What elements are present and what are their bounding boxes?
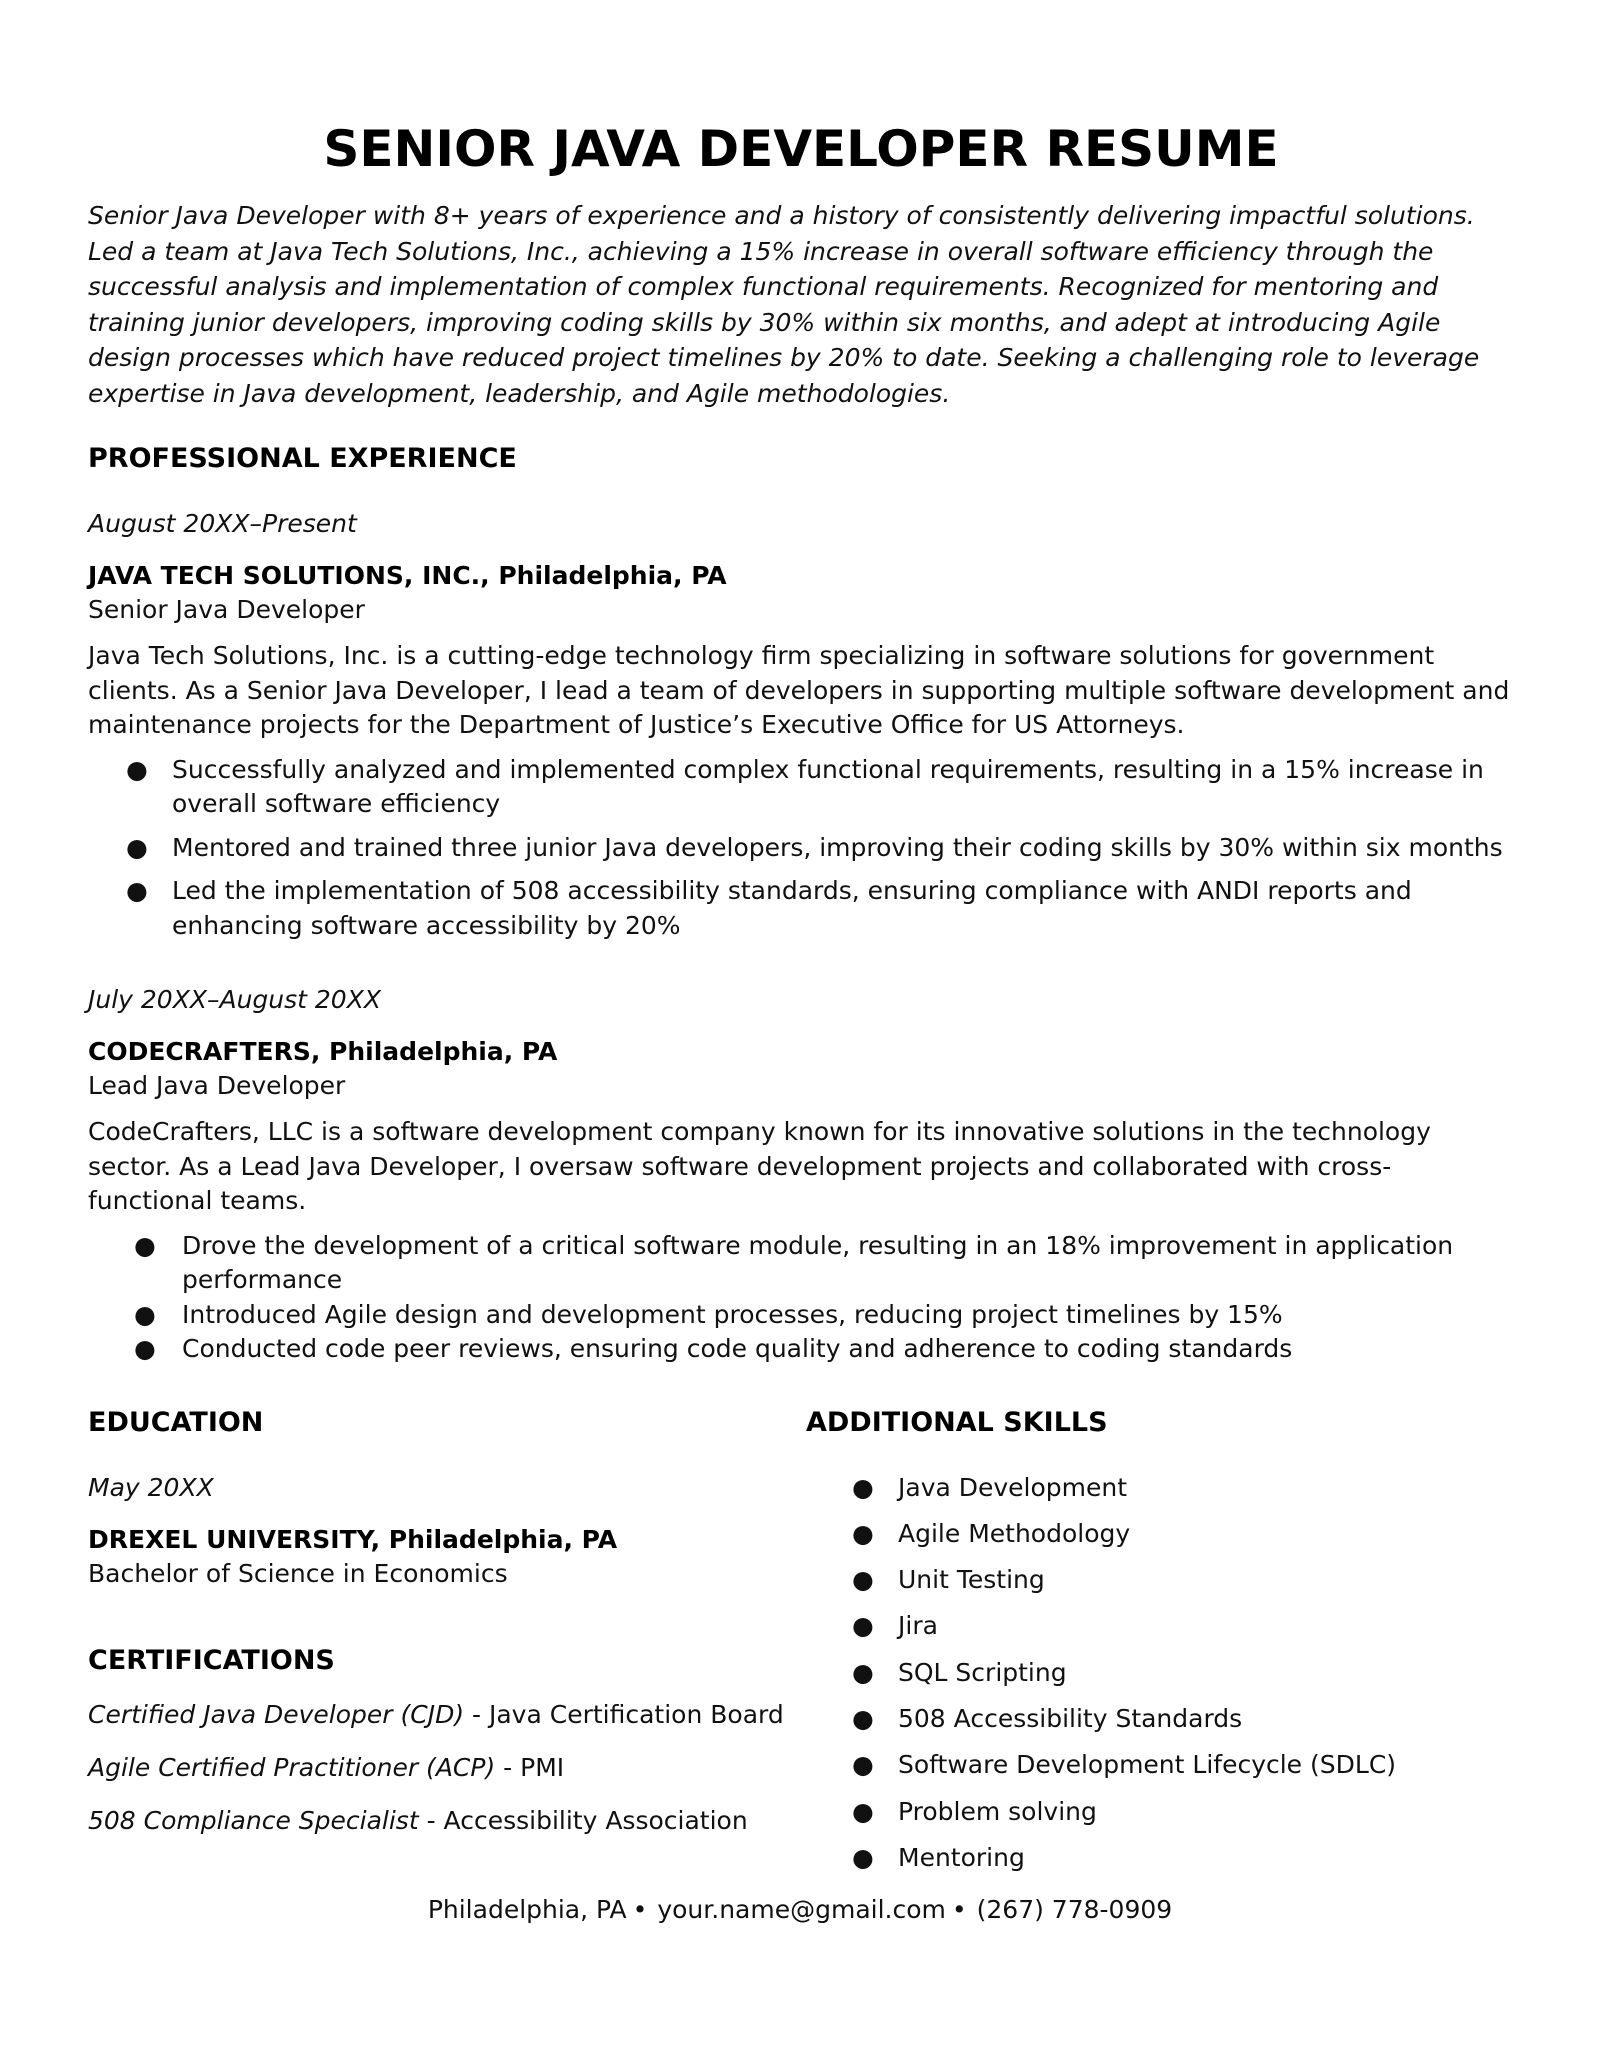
job-entry	[88, 983, 1514, 1367]
bullet-icon: ●	[852, 1703, 874, 1733]
bullet-icon: ●	[852, 1750, 874, 1780]
skill-text: Problem solving	[898, 1796, 1097, 1826]
job-role: Lead Java Developer	[88, 1071, 346, 1100]
contact-phone: (267) 778-0909	[976, 1895, 1173, 1924]
resume-title: SENIOR JAVA DEVELOPER RESUME	[323, 120, 1279, 178]
bullet-icon: ●	[852, 1842, 874, 1872]
job-bullet	[88, 1229, 1514, 1298]
education-date: May 20XX	[88, 1472, 214, 1502]
bullet-icon: ●	[134, 1334, 156, 1363]
bullet-icon: ●	[126, 832, 148, 862]
skill-text: Mentoring	[898, 1842, 1025, 1872]
education-school: DREXEL UNIVERSITY, Philadelphia, PA	[88, 1524, 618, 1554]
job-dates: August 20XX–Present	[88, 509, 357, 538]
experience-heading: PROFESSIONAL EXPERIENCE	[88, 443, 517, 474]
job-bullet	[88, 753, 1514, 822]
contact-email[interactable]: your.name@gmail.com	[657, 1895, 946, 1924]
separator-icon: •	[951, 1895, 967, 1924]
job-entry	[88, 507, 1514, 943]
job-bullet	[88, 874, 1514, 943]
skill-text: SQL Scripting	[898, 1657, 1067, 1687]
skills-list	[806, 1471, 1514, 1875]
separator-icon: •	[632, 1895, 648, 1924]
certification-name: 508 Compliance Specialist	[88, 1805, 419, 1835]
two-column-section	[88, 1405, 1514, 1888]
summary-paragraph: Senior Java Developer with 8+ years of experience and a history of consistently delivering impactful solutions. Led a team at Java Tech Solutions, Inc., achieving a 15% increase in overall software efficiency through the successful analysis and implementation of complex functional requirements. Recognized for mentoring and training junior developers, improving coding skills by 30% within six months, and adept at introducing Agile design processes which have reduced project timelines by 20% to date. Seeking a challenging role to leverage expertise in Java development, leadership, and Agile methodologies.	[88, 201, 1480, 408]
job-bullet-text: Conducted code peer reviews, ensuring code quality and adherence to coding standards	[182, 1334, 1293, 1363]
job-bullet	[88, 831, 1514, 866]
job-bullet-text: Mentored and trained three junior Java developers, improving their coding skills by 30% within six months	[172, 832, 1503, 862]
job-employer: JAVA TECH SOLUTIONS, INC., Philadelphia, PA	[88, 561, 727, 590]
job-bullet-text: Led the implementation of 508 accessibility standards, ensuring compliance with ANDI reports and enhancing software accessibility by 20%	[172, 876, 1412, 940]
job-bullet-list	[88, 753, 1514, 944]
bullet-icon: ●	[852, 1565, 874, 1595]
bullet-icon: ●	[852, 1796, 874, 1826]
bullet-icon: ●	[126, 876, 148, 905]
job-bullet	[88, 1298, 1514, 1333]
contact-footer	[0, 1893, 1600, 1927]
education-degree: Bachelor of Science in Economics	[88, 1558, 508, 1588]
bullet-icon: ●	[852, 1657, 874, 1687]
job-bullet-text: Drove the development of a critical software module, resulting in an 18% improvement in application performance	[182, 1230, 1454, 1294]
skill-item	[806, 1656, 1514, 1690]
job-dates: July 20XX–August 20XX	[88, 985, 381, 1014]
bullet-icon: ●	[134, 1299, 156, 1329]
skill-item	[806, 1563, 1514, 1597]
skill-text: Unit Testing	[898, 1565, 1045, 1595]
skill-item	[806, 1795, 1514, 1829]
bullet-icon: ●	[852, 1472, 874, 1502]
certification-name: Agile Certified Practitioner (ACP)	[88, 1752, 496, 1782]
certification-issuer: - Java Certification Board	[464, 1699, 784, 1729]
certifications-heading: CERTIFICATIONS	[88, 1644, 335, 1676]
skill-text: Software Development Lifecycle (SDLC)	[898, 1750, 1397, 1780]
job-bullet	[88, 1332, 1514, 1367]
job-employer: CODECRAFTERS, Philadelphia, PA	[88, 1037, 558, 1066]
job-role: Senior Java Developer	[88, 595, 365, 624]
certification-item	[88, 1804, 806, 1838]
job-description: CodeCrafters, LLC is a software development company known for its innovative solutions in the technology sector. As a Lead Java Developer, I oversaw software development projects and collaborated with cross-functional teams.	[88, 1117, 1431, 1215]
job-description: Java Tech Solutions, Inc. is a cutting-edge technology firm specializing in software solutions for government clients. As a Senior Java Developer, I lead a team of developers in supporting multiple software development and maintenance projects for the Department of Justice’s Executive Office for US Attorneys.	[88, 641, 1510, 739]
certification-issuer: - Accessibility Association	[418, 1805, 748, 1835]
skill-item	[806, 1841, 1514, 1875]
skill-text: Agile Methodology	[898, 1518, 1131, 1548]
right-column	[806, 1405, 1514, 1888]
skill-text: 508 Accessibility Standards	[898, 1703, 1243, 1733]
job-bullet-text: Successfully analyzed and implemented complex functional requirements, resulting in a 15% increase in overall software efficiency	[172, 754, 1484, 818]
bullet-icon: ●	[852, 1611, 874, 1641]
skills-heading: ADDITIONAL SKILLS	[806, 1406, 1108, 1438]
skill-item	[806, 1748, 1514, 1782]
education-heading: EDUCATION	[88, 1406, 264, 1438]
certification-issuer: - PMI	[495, 1752, 565, 1782]
skill-item	[806, 1702, 1514, 1736]
job-bullet-text: Introduced Agile design and development processes, reducing project timelines by 15%	[182, 1299, 1283, 1329]
bullet-icon: ●	[134, 1230, 156, 1260]
certification-item	[88, 1698, 806, 1732]
certification-item	[88, 1751, 806, 1785]
job-bullet-list	[88, 1229, 1514, 1367]
contact-location: Philadelphia, PA	[427, 1895, 627, 1924]
skill-item	[806, 1609, 1514, 1643]
left-column	[88, 1405, 806, 1888]
skill-text: Java Development	[898, 1472, 1128, 1502]
bullet-icon: ●	[852, 1518, 874, 1548]
bullet-icon: ●	[126, 754, 148, 784]
skill-item	[806, 1471, 1514, 1505]
skill-text: Jira	[898, 1611, 938, 1641]
certification-name: Certified Java Developer (CJD)	[88, 1699, 465, 1729]
skill-item	[806, 1517, 1514, 1551]
